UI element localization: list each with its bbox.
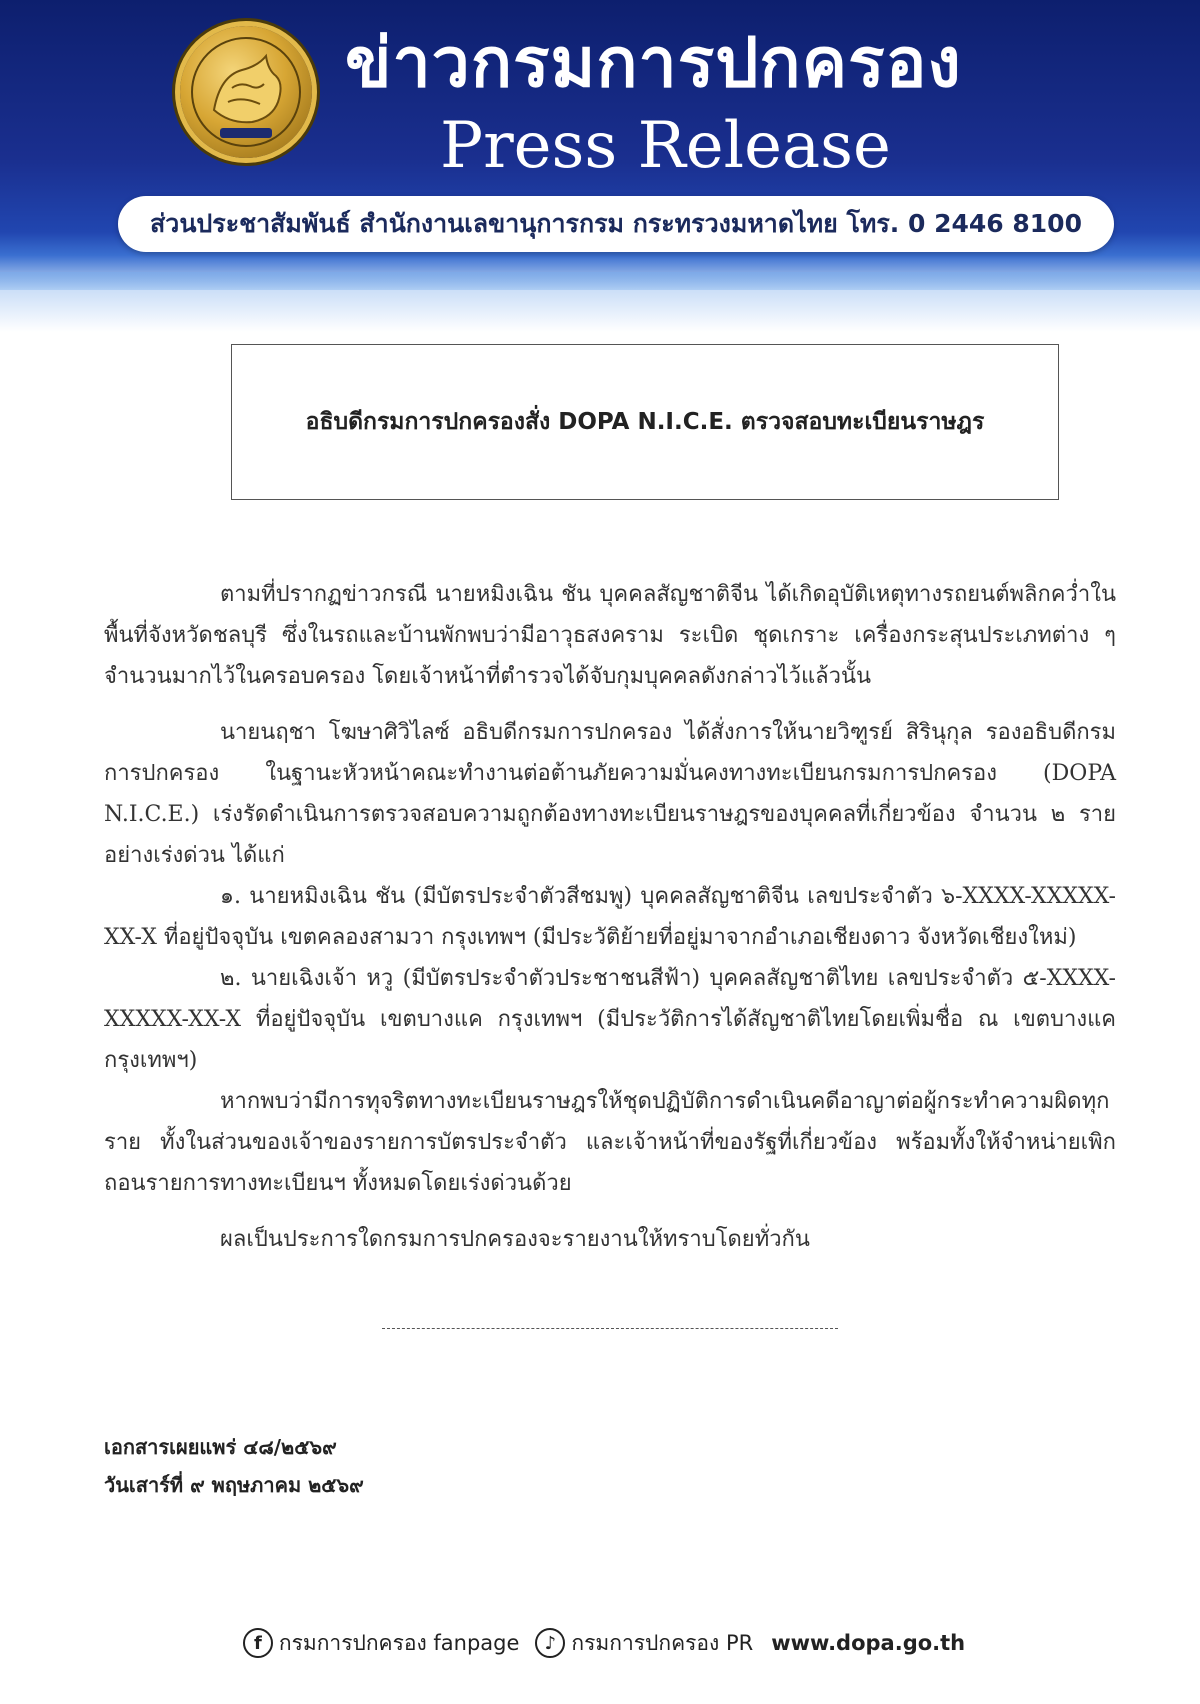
headline-text: อธิบดีกรมการปกครองสั่ง DOPA N.I.C.E. ตรวจสอบทะเบียนราษฎร bbox=[305, 409, 985, 435]
facebook-label: กรมการปกครอง fanpage bbox=[278, 1630, 520, 1655]
tiktok-link[interactable] bbox=[535, 1627, 753, 1660]
headline-box bbox=[231, 344, 1059, 500]
document-date: วันเสาร์ที่ ๙ พฤษภาคม ๒๕๖๙ bbox=[104, 1473, 364, 1497]
website-link[interactable]: www.dopa.go.th bbox=[771, 1631, 966, 1655]
facebook-icon: f bbox=[243, 1628, 273, 1658]
header-glow bbox=[0, 272, 1200, 332]
contact-text: ส่วนประชาสัมพันธ์ สำนักงานเลขานุการกรม กระทรวงมหาดไทย โทร. 0 2446 8100 bbox=[150, 209, 1082, 238]
body-paragraph-2: นายนฤชา โฆษาศิวิไลซ์ อธิบดีกรมการปกครอง ได้สั่งการให้นายวิฑูรย์ สิรินุกุล รองอธิบดีกรมการปกครอง ในฐานะหัวหน้าคณะทำงานต่อต้านภัยความมั่นคงทางทะเบียนกรมการปกครอง (DOPA N.I.C.E.) เร่งรัดดำเนินการตรวจสอบความถูกต้องทางทะเบียนราษฎรของบุคคลที่เกี่ยวข้อง จำนวน ๒ ราย อย่างเร่งด่วน ได้แก่ bbox=[104, 720, 1116, 868]
document-info bbox=[104, 1428, 364, 1504]
document-number: เอกสารเผยแพร่ ๔๘/๒๕๖๙ bbox=[104, 1435, 337, 1459]
tiktok-icon: ♪ bbox=[535, 1628, 565, 1658]
press-release-header bbox=[0, 0, 1200, 290]
facebook-link[interactable] bbox=[243, 1627, 520, 1660]
dashed-separator bbox=[382, 1328, 838, 1329]
header-title-thai: ข่าวกรมการปกครอง bbox=[345, 24, 962, 103]
header-title-english: Press Release bbox=[440, 109, 891, 183]
press-body bbox=[104, 574, 1116, 1260]
contact-banner bbox=[118, 196, 1114, 252]
body-paragraph-1: ตามที่ปรากฏข่าวกรณี นายหมิงเฉิน ชัน บุคคลสัญชาติจีน ได้เกิดอุบัติเหตุทางรถยนต์พลิกคว่ำในพื้นที่จังหวัดชลบุรี ซึ่งในรถและบ้านพักพบว่ามีอาวุธสงคราม ระเบิด ชุดเกราะ เครื่องกระสุนประเภทต่าง ๆ จำนวนมากไว้ในครอบครอง โดยเจ้าหน้าที่ตำรวจได้จับกุมบุคคลดังกล่าวไว้แล้วนั้น bbox=[104, 582, 1116, 689]
dopa-emblem-icon bbox=[180, 26, 312, 158]
body-item-2: ๒. นายเฉิงเจ้า หวู (มีบัตรประจำตัวประชาชนสีฟ้า) บุคคลสัญชาติไทย เลขประจำตัว ๕-XXXX-XXXXX-XX-X ที่อยู่ปัจจุบัน เขตบางแค กรุงเทพฯ (มีประวัติการได้สัญชาติไทยโดยเพิ่มชื่อ ณ เขตบางแค กรุงเทพฯ) bbox=[104, 966, 1116, 1073]
body-paragraph-action: หากพบว่ามีการทุจริตทางทะเบียนราษฎรให้ชุดปฏิบัติการดำเนินคดีอาญาต่อผู้กระทำความผิดทุกราย ทั้งในส่วนของเจ้าของรายการบัตรประจำตัว และเจ้าหน้าที่ของรัฐที่เกี่ยวข้อง พร้อมทั้งให้จำหน่ายเพิกถอนรายการทางทะเบียนฯ ทั้งหมดโดยเร่งด่วนด้วย bbox=[104, 1089, 1116, 1196]
tiktok-label: กรมการปกครอง PR bbox=[571, 1630, 754, 1655]
body-item-1: ๑. นายหมิงเฉิน ชัน (มีบัตรประจำตัวสีชมพู) บุคคลสัญชาติจีน เลขประจำตัว ๖-XXXX-XXXXX-XX-X ที่อยู่ปัจจุบัน เขตคลองสามวา กรุงเทพฯ (มีประวัติย้ายที่อยู่มาจากอำเภอเชียงดาว จังหวัดเชียงใหม่) bbox=[104, 884, 1116, 950]
footer-links bbox=[0, 1618, 1200, 1668]
body-paragraph-closing: ผลเป็นประการใดกรมการปกครองจะรายงานให้ทราบโดยทั่วกัน bbox=[220, 1227, 810, 1252]
